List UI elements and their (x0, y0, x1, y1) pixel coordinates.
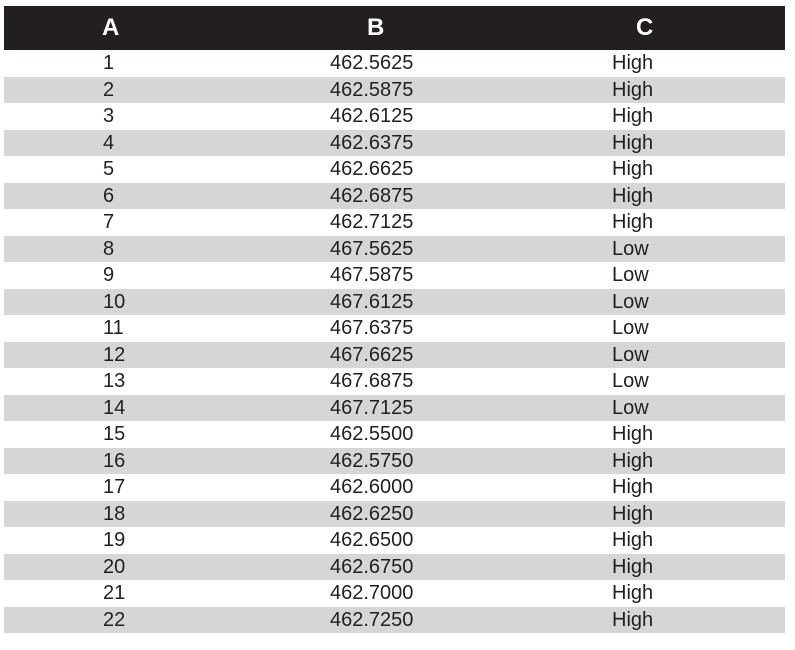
cell-c: High (612, 476, 654, 499)
column-header-a: A (102, 14, 120, 41)
table-row (4, 183, 785, 210)
cell-c: High (612, 184, 654, 207)
cell-a: 14 (103, 396, 126, 419)
cell-a: 10 (103, 290, 126, 313)
table-row (4, 474, 785, 501)
cell-c: High (612, 158, 654, 181)
cell-a: 1 (103, 52, 115, 75)
cell-a: 20 (103, 555, 126, 578)
cell-a: 19 (103, 529, 126, 552)
cell-c: Low (612, 290, 649, 313)
cell-c: High (612, 52, 654, 75)
cell-a: 11 (103, 317, 124, 340)
cell-a: 22 (103, 608, 126, 631)
cell-c: High (612, 608, 654, 631)
table-row (4, 554, 785, 581)
cell-b: 467.7125 (330, 396, 414, 419)
table-row (4, 262, 785, 289)
cell-c: Low (612, 396, 649, 419)
cell-b: 467.6125 (330, 290, 414, 313)
cell-b: 462.6125 (330, 105, 414, 128)
table-row (4, 342, 785, 369)
cell-b: 467.5625 (330, 237, 414, 260)
table-row (4, 236, 785, 263)
table-row (4, 607, 785, 634)
table-row (4, 130, 785, 157)
table-header-row (4, 6, 785, 50)
cell-c: High (612, 423, 654, 446)
cell-b: 462.5625 (330, 52, 414, 75)
cell-a: 9 (103, 264, 115, 287)
cell-c: High (612, 78, 654, 101)
cell-b: 467.6625 (330, 343, 414, 366)
cell-b: 462.5750 (330, 449, 414, 472)
column-header-b: B (367, 14, 385, 41)
table-row (4, 395, 785, 422)
cell-c: High (612, 555, 654, 578)
cell-b: 462.6500 (330, 529, 414, 552)
cell-a: 7 (103, 211, 115, 234)
cell-b: 462.6875 (330, 184, 414, 207)
cell-c: Low (612, 343, 649, 366)
table-row (4, 315, 785, 342)
table-row (4, 527, 785, 554)
cell-b: 462.6750 (330, 555, 414, 578)
table-row (4, 77, 785, 104)
table-row (4, 368, 785, 395)
cell-b: 467.5875 (330, 264, 414, 287)
cell-c: Low (612, 317, 649, 340)
cell-a: 13 (103, 370, 126, 393)
cell-a: 4 (103, 131, 115, 154)
cell-c: High (612, 131, 654, 154)
cell-b: 462.6625 (330, 158, 414, 181)
cell-a: 12 (103, 343, 126, 366)
cell-c: High (612, 582, 654, 605)
table-row (4, 209, 785, 236)
cell-a: 21 (103, 582, 126, 605)
cell-c: Low (612, 264, 649, 287)
cell-c: Low (612, 370, 649, 393)
cell-c: Low (612, 237, 649, 260)
cell-b: 462.6375 (330, 131, 414, 154)
cell-b: 462.5875 (330, 78, 414, 101)
cell-c: High (612, 502, 654, 525)
cell-c: High (612, 449, 654, 472)
column-header-c: C (636, 14, 654, 41)
table-row (4, 421, 785, 448)
table-row (4, 580, 785, 607)
cell-a: 18 (103, 502, 126, 525)
table-row (4, 501, 785, 528)
cell-b: 462.7125 (330, 211, 414, 234)
cell-b: 467.6875 (330, 370, 414, 393)
cell-b: 462.5500 (330, 423, 414, 446)
cell-c: High (612, 211, 654, 234)
cell-a: 6 (103, 184, 115, 207)
cell-b: 462.6250 (330, 502, 414, 525)
table-row (4, 156, 785, 183)
cell-a: 3 (103, 105, 115, 128)
cell-b: 462.7000 (330, 582, 414, 605)
cell-b: 462.7250 (330, 608, 414, 631)
table-row (4, 50, 785, 77)
cell-a: 8 (103, 237, 115, 260)
cell-c: High (612, 529, 654, 552)
table-body (4, 50, 785, 633)
data-table (4, 6, 785, 633)
table-row (4, 448, 785, 475)
cell-c: High (612, 105, 654, 128)
cell-a: 5 (103, 158, 115, 181)
cell-b: 467.6375 (330, 317, 414, 340)
cell-b: 462.6000 (330, 476, 414, 499)
cell-a: 2 (103, 78, 115, 101)
table-row (4, 289, 785, 316)
table-row (4, 103, 785, 130)
cell-a: 16 (103, 449, 126, 472)
cell-a: 17 (103, 476, 126, 499)
cell-a: 15 (103, 423, 126, 446)
